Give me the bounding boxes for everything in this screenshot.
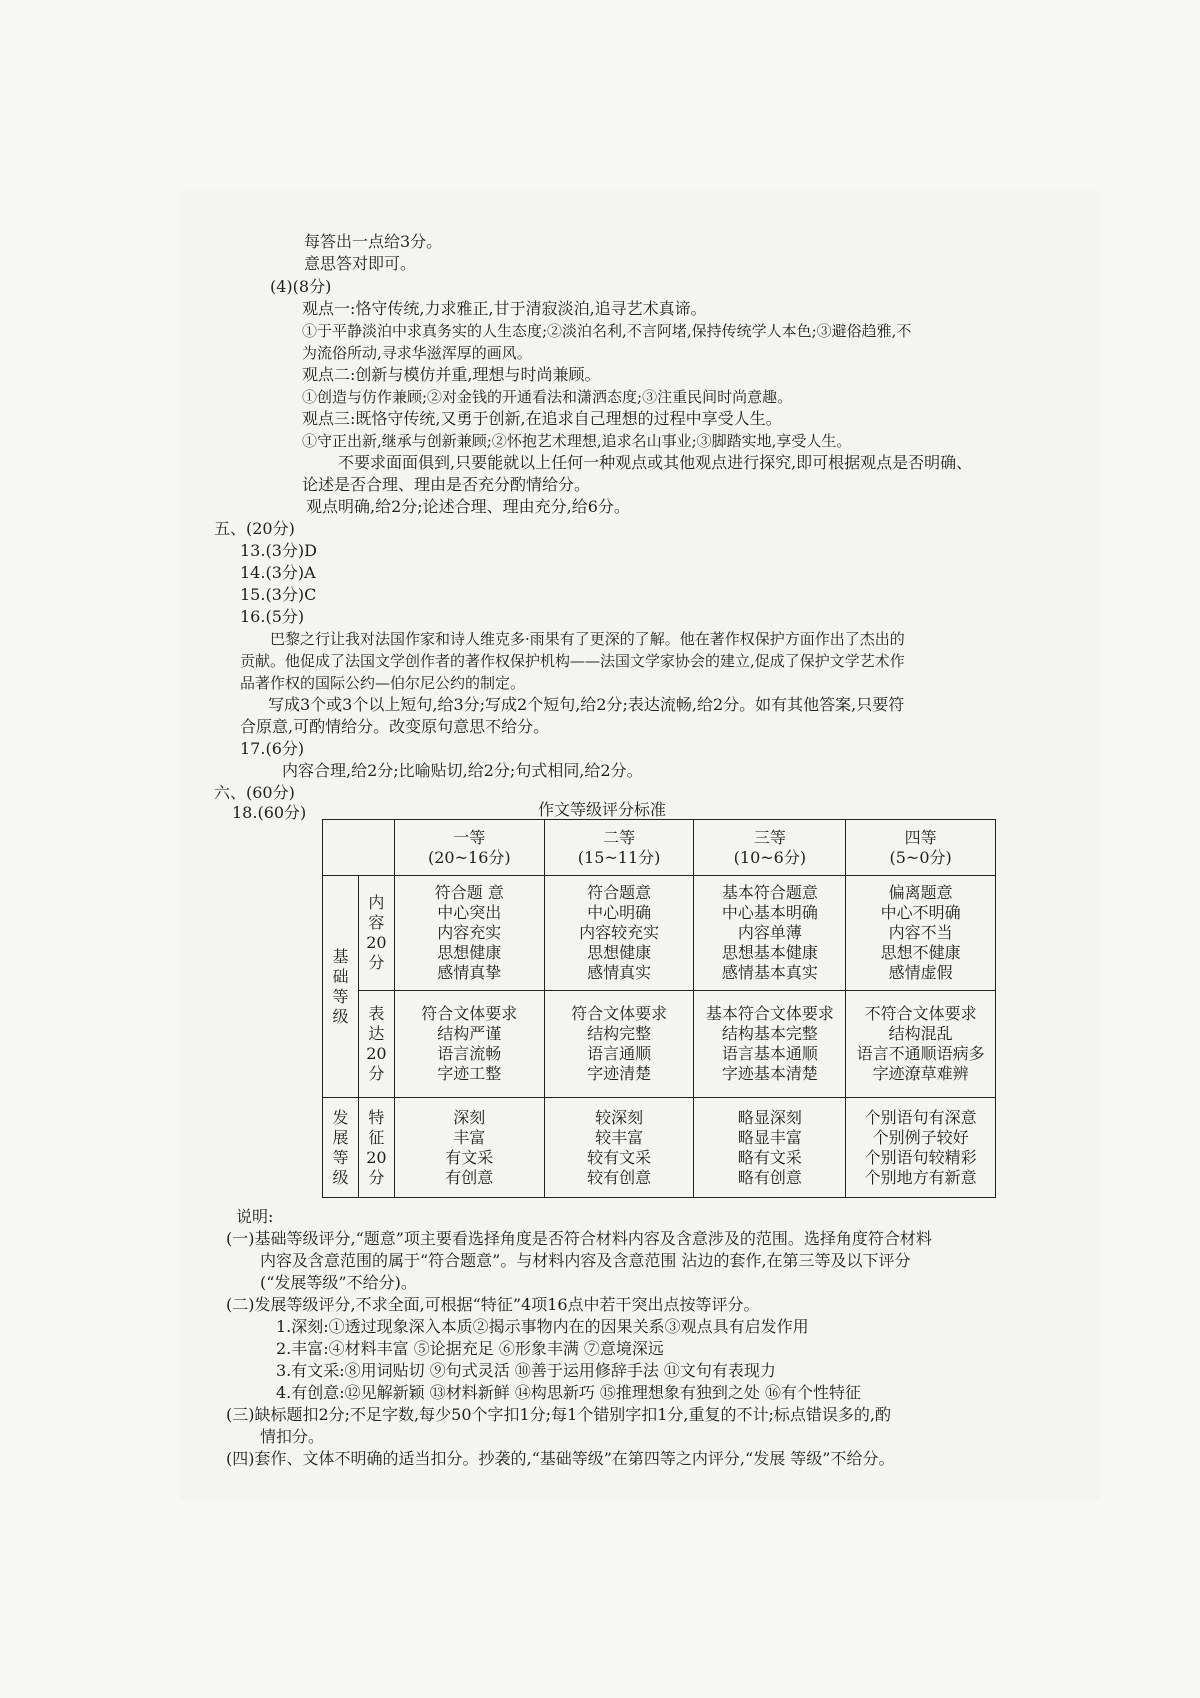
viewpoint-line: 观点二:创新与模仿并重,理想与时尚兼顾。: [302, 365, 601, 384]
scoring-note: 不要求面面俱到,只要能就以上任何一种观点或其他观点进行探究,即可根据观点是否明确、: [338, 453, 973, 472]
table-row: [323, 876, 996, 991]
note-line: (四)套作、文体不明确的适当扣分。抄袭的,“基础等级”在第四等之内评分,“发展 等级”不给分。: [226, 1449, 895, 1468]
scoring-note: 内容合理,给2分;比喻贴切,给2分;句式相同,给2分。: [282, 761, 643, 780]
table-row: [323, 1098, 996, 1198]
viewpoint-detail: ①创造与仿作兼顾;②对金钱的开通看法和潇洒态度;③注重民间时尚意趣。: [302, 388, 793, 406]
criteria-cell: 符合文体要求 结构严谨 语言流畅 字迹工整: [394, 991, 544, 1098]
criteria-cell: 个别语句有深意 个别例子较好 个别语句较精彩 个别地方有新意: [846, 1098, 996, 1198]
criteria-cell: 较深刻 较丰富 较有文采 较有创意: [544, 1098, 694, 1198]
note-line: 2.丰富:④材料丰富 ⑤论据充足 ⑥形象丰满 ⑦意境深远: [276, 1339, 664, 1358]
criteria-cell: 符合文体要求 结构完整 语言通顺 字迹清楚: [544, 991, 694, 1098]
table-header-row: [323, 820, 996, 876]
question-heading: (4)(8分): [270, 277, 332, 296]
criteria-cell: 不符合文体要求 结构混乱 语言不通顺语病多 字迹潦草难辨: [846, 991, 996, 1098]
note-line: (二)发展等级评分,不求全面,可根据“特征”4项16点中若干突出点按等评分。: [226, 1295, 760, 1314]
category-label: 表 达 20 分: [358, 991, 394, 1098]
notes-heading: 说明:: [236, 1207, 274, 1226]
section-heading: 六、(60分): [214, 783, 295, 802]
note-line: 4.有创意:⑫见解新颖 ⑬材料新鲜 ⑭构思新巧 ⑮推理想象有独到之处 ⑯有个性特征: [276, 1383, 862, 1402]
answer-line: 16.(5分): [240, 607, 305, 626]
criteria-cell: 深刻 丰富 有文采 有创意: [394, 1098, 544, 1198]
category-label: 特 征 20 分: [358, 1098, 394, 1198]
answer-text: 贡献。他促成了法国文学创作者的著作权保护机构——法国文学家协会的建立,促成了保护文学艺术作: [240, 652, 905, 670]
grade-header: 四等 (5~0分): [846, 820, 996, 876]
viewpoint-line: 观点三:既恪守传统,又勇于创新,在追求自己理想的过程中享受人生。: [302, 409, 782, 428]
note-line: 1.深刻:①透过现象深入本质②揭示事物内在的因果关系③观点具有启发作用: [276, 1317, 809, 1336]
answer-text: 巴黎之行让我对法国作家和诗人维克多·雨果有了更深的了解。他在著作权保护方面作出了杰出的: [270, 630, 905, 648]
viewpoint-detail: 为流俗所动,寻求华滋浑厚的画风。: [302, 344, 532, 362]
answer-line: 18.(60分): [232, 803, 307, 822]
note-line: (一)基础等级评分,“题意”项主要看选择角度是否符合材料内容及含意涉及的范围。选择角度符合材料: [226, 1229, 932, 1248]
score-line: 意思答对即可。: [304, 254, 417, 273]
answer-line: 14.(3分)A: [240, 563, 316, 582]
group-label: 发 展 等 级: [323, 1098, 359, 1198]
viewpoint-line: 观点一:恪守传统,力求雅正,甘于清寂淡泊,追寻艺术真谛。: [302, 299, 707, 318]
answer-line: 13.(3分)D: [240, 541, 317, 560]
note-line: 情扣分。: [260, 1427, 325, 1446]
scoring-note: 观点明确,给2分;论述合理、理由充分,给6分。: [306, 497, 630, 516]
grade-header: 三等 (10~6分): [694, 820, 846, 876]
scoring-note: 写成3个或3个以上短句,给3分;写成2个短句,给2分;表达流畅,给2分。如有其他答案,只要符: [268, 695, 905, 714]
category-label: 内 容 20 分: [358, 876, 394, 991]
viewpoint-detail: ①守正出新,继承与创新兼顾;②怀抱艺术理想,追求名山事业;③脚踏实地,享受人生。: [302, 432, 852, 450]
score-line: 每答出一点给3分。: [304, 232, 443, 251]
corner-cell: [323, 820, 395, 876]
grading-table: [322, 819, 996, 1198]
grade-header: 二等 (15~11分): [544, 820, 694, 876]
group-label: 基 础 等 级: [323, 876, 359, 1098]
note-line: 3.有文采:⑧用词贴切 ⑨句式灵活 ⑩善于运用修辞手法 ⑪文句有表现力: [276, 1361, 776, 1380]
criteria-cell: 基本符合题意 中心基本明确 内容单薄 思想基本健康 感情基本真实: [694, 876, 846, 991]
note-line: (三)缺标题扣2分;不足字数,每少50个字扣1分;每1个错别字扣1分,重复的不计;标点错误多的,酌: [226, 1405, 891, 1424]
scoring-note: 论述是否合理、理由是否充分酌情给分。: [302, 475, 591, 494]
grade-header: 一等 (20~16分): [394, 820, 544, 876]
criteria-cell: 偏离题意 中心不明确 内容不当 思想不健康 感情虚假: [846, 876, 996, 991]
criteria-cell: 基本符合文体要求 结构基本完整 语言基本通顺 字迹基本清楚: [694, 991, 846, 1098]
note-line: (“发展等级”不给分)。: [260, 1273, 417, 1292]
criteria-cell: 符合题 意 中心突出 内容充实 思想健康 感情真挚: [394, 876, 544, 991]
table-row: [323, 991, 996, 1098]
note-line: 内容及含意范围的属于“符合题意”。与材料内容及含意范围 沾边的套作,在第三等及以下评分: [260, 1251, 911, 1270]
criteria-cell: 略显深刻 略显丰富 略有文采 略有创意: [694, 1098, 846, 1198]
answer-line: 15.(3分)C: [240, 585, 317, 604]
viewpoint-detail: ①于平静淡泊中求真务实的人生态度;②淡泊名利,不言阿堵,保持传统学人本色;③避俗趋雅,不: [302, 322, 912, 340]
answer-text: 品著作权的国际公约—伯尔尼公约的制定。: [240, 674, 526, 692]
answer-line: 17.(6分): [240, 739, 305, 758]
section-heading: 五、(20分): [214, 519, 295, 538]
scoring-note: 合原意,可酌情给分。改变原句意思不给分。: [240, 717, 550, 736]
table-title: 作文等级评分标准: [538, 800, 667, 819]
criteria-cell: 符合题意 中心明确 内容较充实 思想健康 感情真实: [544, 876, 694, 991]
